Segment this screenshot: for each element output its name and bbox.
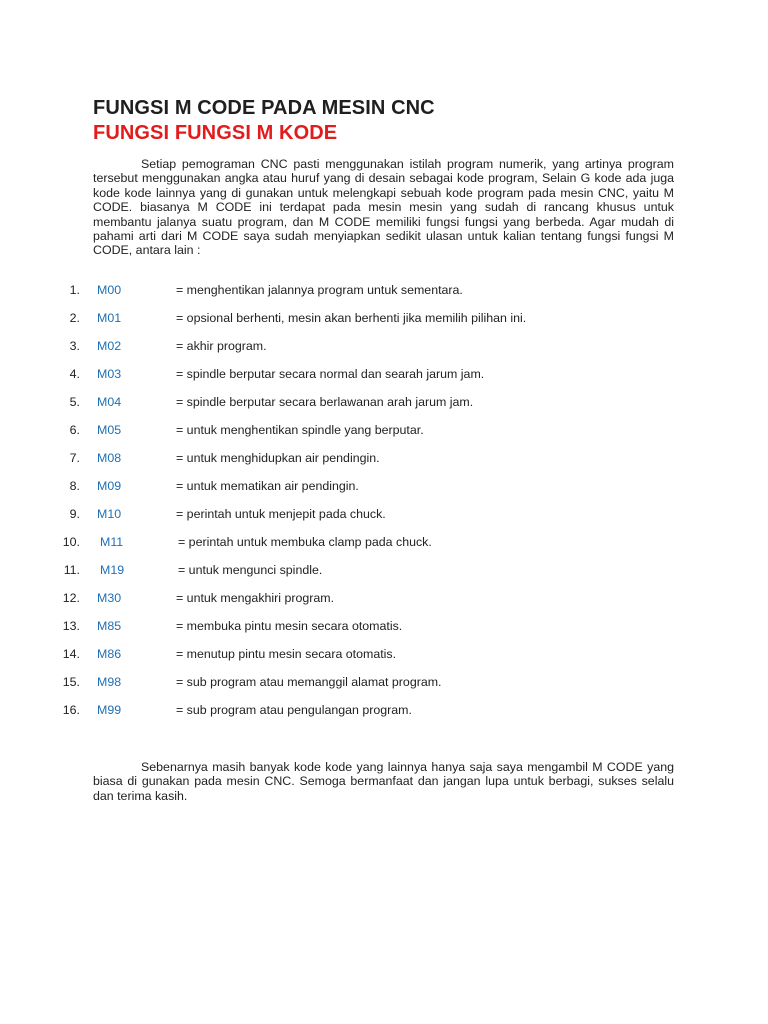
list-item — [0, 451, 768, 467]
intro-paragraph: Setiap pemograman CNC pasti menggunakan istilah program numerik, yang artinya program tersebut menggunakan angka atau huruf yang di desain sebagai kode program, Selain G kode ada juga kode kode lainnya yang di gunakan untuk melengkapi sebuah kode program pada mesin CNC, yaitu M CODE. biasanya M CODE ini terdapat pada mesin mesin yang sudah di rancang khusus untuk membantu jalanya suatu program, dan M CODE memiliki fungsi fungsi yang berbeda. Agar mudah di pahami arti dari M CODE saya sudah menyiapkan sedikit ulasan untuk kalian tentang fungsi fungsi M CODE, antara lain : — [93, 157, 674, 258]
item-code: M10 — [97, 507, 122, 521]
item-number: 10. — [62, 535, 80, 549]
list-item — [0, 703, 768, 719]
item-description: = akhir program. — [176, 339, 267, 353]
item-description: = untuk mengunci spindle. — [178, 563, 323, 577]
item-description: = spindle berputar secara berlawanan arah jarum jam. — [176, 395, 474, 409]
item-description: = untuk mengakhiri program. — [176, 591, 335, 605]
item-code: M85 — [97, 619, 122, 633]
list-item — [0, 507, 768, 523]
list-item — [0, 479, 768, 495]
list-item — [0, 675, 768, 691]
item-number: 16. — [62, 703, 80, 717]
item-description: = spindle berputar secara normal dan searah jarum jam. — [176, 367, 485, 381]
item-code: M99 — [97, 703, 122, 717]
item-code: M98 — [97, 675, 122, 689]
list-item — [0, 591, 768, 607]
item-code: M01 — [97, 311, 122, 325]
item-number: 3. — [69, 339, 80, 353]
item-description: = untuk mematikan air pendingin. — [176, 479, 359, 493]
item-code: M11 — [100, 535, 124, 549]
page-title: FUNGSI M CODE PADA MESIN CNC — [93, 97, 435, 119]
item-description: = perintah untuk menjepit pada chuck. — [176, 507, 386, 521]
item-code: M86 — [97, 647, 122, 661]
item-code: M05 — [97, 423, 122, 437]
item-description: = menutup pintu mesin secara otomatis. — [176, 647, 397, 661]
item-number: 15. — [62, 675, 80, 689]
item-code: M03 — [97, 367, 122, 381]
item-number: 11. — [63, 563, 80, 577]
item-code: M02 — [97, 339, 122, 353]
list-item — [0, 367, 768, 383]
item-description: = opsional berhenti, mesin akan berhenti jika memilih pilihan ini. — [176, 311, 527, 325]
item-description: = menghentikan jalannya program untuk sementara. — [176, 283, 463, 297]
item-number: 8. — [69, 479, 80, 493]
closing-paragraph: Sebenarnya masih banyak kode kode yang lainnya hanya saja saya mengambil M CODE yang biasa di gunakan pada mesin CNC. Semoga bermanfaat dan jangan lupa untuk berbagi, sukses selalu dan terima kasih. — [93, 760, 674, 803]
list-item — [0, 423, 768, 439]
list-item — [0, 395, 768, 411]
item-number: 13. — [62, 619, 80, 633]
item-description: = untuk menghidupkan air pendingin. — [176, 451, 380, 465]
item-number: 4. — [69, 367, 80, 381]
list-item — [0, 311, 768, 327]
item-description: = sub program atau pengulangan program. — [176, 703, 412, 717]
list-item — [0, 563, 768, 579]
item-code: M08 — [97, 451, 122, 465]
item-description: = membuka pintu mesin secara otomatis. — [176, 619, 403, 633]
item-number: 7. — [69, 451, 80, 465]
list-item — [0, 339, 768, 355]
item-number: 5. — [69, 395, 80, 409]
list-item — [0, 619, 768, 635]
item-number: 9. — [69, 507, 80, 521]
item-code: M09 — [97, 479, 122, 493]
list-item — [0, 535, 768, 551]
page-subtitle: FUNGSI FUNGSI M KODE — [93, 122, 338, 144]
item-description: = untuk menghentikan spindle yang berputar. — [176, 423, 424, 437]
item-number: 2. — [69, 311, 80, 325]
item-description: = sub program atau memanggil alamat program. — [176, 675, 442, 689]
item-number: 14. — [62, 647, 80, 661]
list-item — [0, 283, 768, 299]
list-item — [0, 647, 768, 663]
item-description: = perintah untuk membuka clamp pada chuck. — [178, 535, 432, 549]
item-code: M04 — [97, 395, 122, 409]
item-code: M00 — [97, 283, 122, 297]
item-number: 1. — [69, 283, 80, 297]
item-number: 6. — [69, 423, 80, 437]
item-code: M30 — [97, 591, 122, 605]
item-code: M19 — [100, 563, 125, 577]
item-number: 12. — [62, 591, 80, 605]
